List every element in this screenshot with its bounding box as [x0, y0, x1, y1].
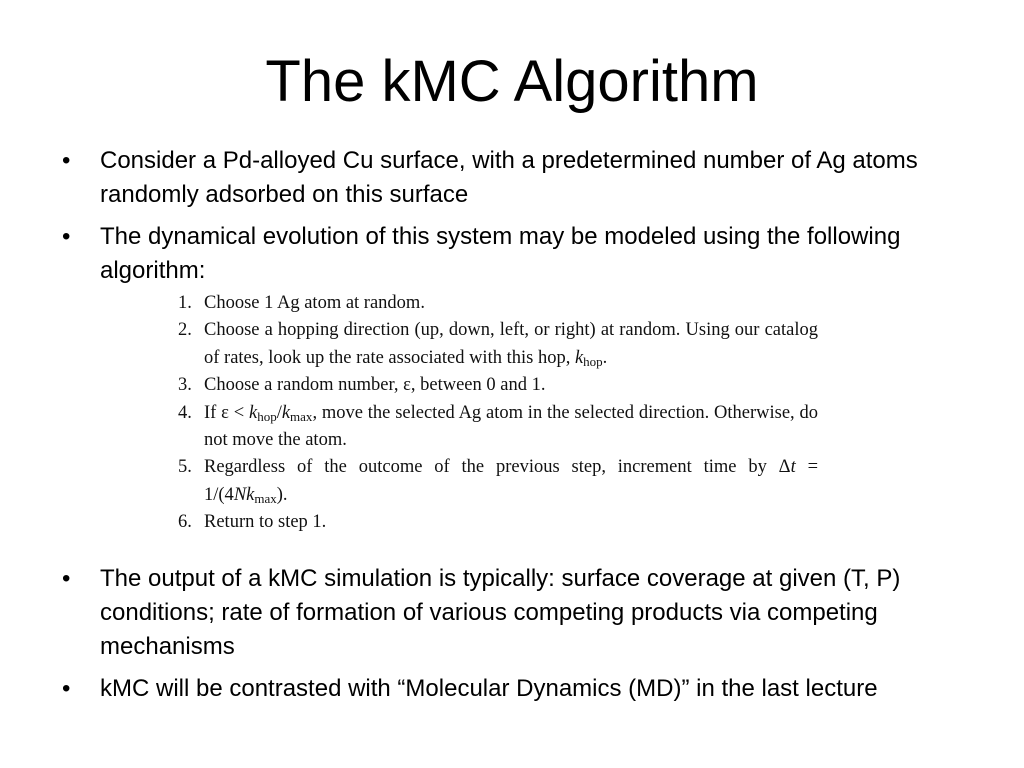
- step-number: 1.: [178, 293, 192, 313]
- k-hop-symbol: $k_{hop}$: [574, 347, 603, 369]
- bullet-icon: •: [62, 675, 71, 702]
- algorithm-step-2: 2. Choose a hopping direction (up, down, left, or right) at random. Using our catalog of rates, look up the rate associated with this hop, $k_{hop}$.: [178, 317, 818, 372]
- algorithm-step-1: [178, 290, 818, 317]
- algorithm-step-6: [178, 509, 818, 536]
- bottom-bullet-list: [60, 562, 960, 714]
- step-number: 6.: [178, 512, 192, 533]
- time-increment-formula: $\Delta t = 1/(4Nk_{max}$: [204, 457, 818, 506]
- algorithm-steps: [178, 290, 818, 537]
- algorithm-step-5: 5. Regardless of the outcome of the previous step, increment time by $\Delta t = 1/(4Nk_{max})$.: [178, 454, 818, 509]
- bullet-icon: •: [62, 223, 71, 250]
- rate-ratio-formula: $k_{hop}/k_{max}$: [248, 402, 313, 424]
- bullet-icon: •: [62, 147, 71, 174]
- bullet-icon: •: [62, 565, 71, 592]
- bullet-text: Consider a Pd-alloyed Cu surface, with a predetermined number of Ag atoms randomly adsorbed on this surface: [100, 147, 918, 208]
- step-text: Choose a random number, ε, between 0 and 1.: [204, 375, 546, 396]
- step-number: 5.: [178, 457, 192, 478]
- bullet-text: kMC will be contrasted with “Molecular Dynamics (MD)” in the last lecture: [100, 675, 878, 702]
- bullet-text: The dynamical evolution of this system may be modeled using the following algorithm:: [100, 223, 901, 284]
- step-text: Choose a hopping direction (up, down, left, or right) at random. Using our catalog of rates, look up the rate associated with this hop,: [204, 320, 818, 368]
- bullet-item: [60, 672, 960, 706]
- slide-title: The kMC Algorithm: [265, 49, 759, 114]
- bullet-item: [60, 562, 960, 664]
- step-number: 4.: [178, 402, 192, 423]
- step-text: Return to step 1.: [204, 512, 327, 533]
- bullet-text: The output of a kMC simulation is typically: surface coverage at given (T, P) conditions; rate of formation of various competing products via competing mechanisms: [100, 565, 901, 660]
- algorithm-step-4: 4. If $\varepsilon < k_{hop}/k_{max}$, move the selected Ag atom in the selected direction. Otherwise, do not move the atom.: [178, 400, 818, 455]
- step-number: 2.: [178, 320, 192, 341]
- step-text: Choose 1 Ag atom at random.: [204, 293, 425, 313]
- bullet-item: [60, 144, 960, 212]
- bullet-item: [60, 220, 960, 288]
- top-bullet-list: [60, 144, 960, 296]
- step-number: 3.: [178, 375, 192, 396]
- algorithm-step-3: [178, 372, 818, 399]
